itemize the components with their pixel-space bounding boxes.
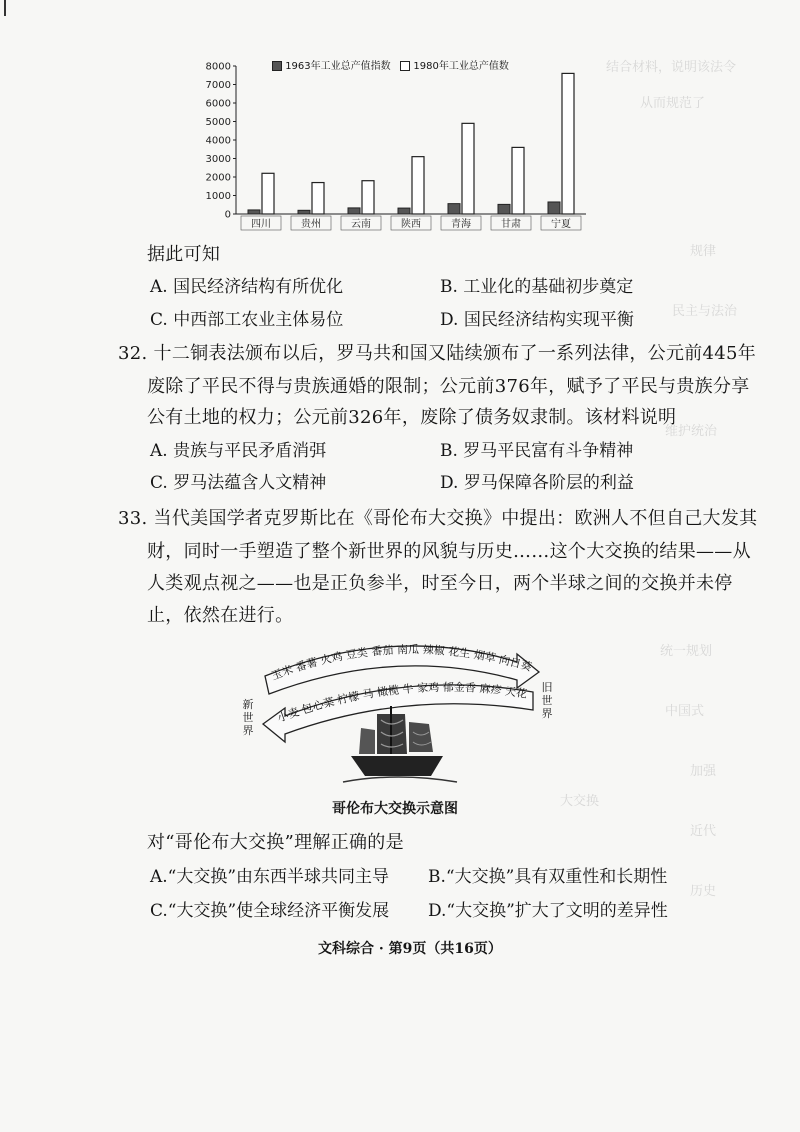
q31-stem-tail: 据此可知: [147, 244, 221, 265]
q32-option-a[interactable]: A. 贵族与平民矛盾消弭: [150, 441, 327, 461]
bleed-text: 加强: [690, 764, 717, 779]
q33-stem-line: 33. 当代美国学者克罗斯比在《哥伦布大交换》中提出：欧洲人不但自己大发其: [118, 508, 758, 529]
bar-1980: [362, 181, 374, 214]
bar-1980: [262, 173, 274, 214]
legend-label-1963: 1963年工业总产值指数: [285, 61, 391, 72]
q31-option-c[interactable]: C. 中西部工农业主体易位: [150, 310, 344, 330]
q32-option-c[interactable]: C. 罗马法蕴含人文精神: [150, 473, 327, 493]
y-tick-label: 4000: [205, 135, 231, 147]
q33-stem-tail: 对“哥伦布大交换”理解正确的是: [147, 832, 404, 853]
bar-1980: [512, 147, 524, 214]
columbian-exchange-diagram: [255, 636, 545, 791]
y-tick-label: 8000: [205, 61, 231, 73]
lower-band-text: 小麦 包心菜 柠檬 马 橄榄 牛 家鸡 郁金香 麻疹 天花: [275, 680, 529, 725]
binder-mark: [4, 0, 6, 16]
q31-option-b[interactable]: B. 工业化的基础初步奠定: [440, 277, 634, 297]
y-tick-label: 2000: [205, 172, 231, 184]
q33-stem-line: 财，同时一手塑造了整个新世界的风貌与历史……这个大交换的结果——从: [147, 541, 751, 562]
bleed-text: 历史: [690, 884, 717, 899]
q32-stem-line: 公有土地的权力；公元前326年，废除了债务奴隶制。该材料说明: [147, 407, 677, 428]
y-tick-label: 1000: [205, 191, 231, 202]
y-tick-label: 5000: [205, 117, 231, 128]
figure-caption: 哥伦布大交换示意图: [332, 801, 458, 817]
upper-band-text: 玉米 番薯 火鸡 豆类 番茄 南瓜 辣椒 花生 烟草 向日葵: [269, 643, 534, 683]
bleed-text: 规律: [690, 244, 717, 259]
y-tick-label: 3000: [205, 154, 231, 165]
q33-option-d[interactable]: D.“大交换”扩大了文明的差异性: [428, 901, 668, 921]
q33-option-a[interactable]: A.“大交换”由东西半球共同主导: [150, 867, 390, 887]
bleed-text: 从而规范了: [640, 96, 706, 111]
bleed-text: 民主与法治: [672, 304, 738, 319]
new-world-label: 新世界: [242, 698, 254, 737]
y-tick-label: 0: [224, 209, 231, 221]
q32-stem-line: 32. 十二铜表法颁布以后，罗马共和国又陆续颁布了一系列法律，公元前445年: [118, 343, 757, 364]
bar-1963: [248, 210, 260, 214]
q33-option-b[interactable]: B.“大交换”具有双重性和长期性: [428, 867, 668, 887]
bar-1963: [398, 208, 410, 214]
q32-option-d[interactable]: D. 罗马保障各阶层的利益: [440, 473, 634, 493]
q33-option-c[interactable]: C.“大交换”使全球经济平衡发展: [150, 901, 390, 921]
category-label: 云南: [351, 219, 371, 230]
q33-stem-line: 人类观点视之——也是正负参半，时至今日，两个半球之间的交换并未停: [147, 573, 733, 594]
bleed-text: 维护统治: [665, 424, 718, 439]
bleed-text: 结合材料，说明该法令: [606, 60, 737, 75]
q31-option-d[interactable]: D. 国民经济结构实现平衡: [440, 310, 634, 330]
bar-1963: [348, 208, 360, 214]
page-footer: 文科综合 · 第9页（共16页）: [318, 941, 502, 957]
category-label: 宁夏: [551, 219, 571, 230]
category-label: 四川: [251, 219, 271, 230]
legend-label-1980: 1980年工业总产值数: [413, 61, 509, 72]
bar-1980: [462, 123, 474, 214]
bar-1963: [298, 210, 310, 214]
bar-1963: [498, 204, 510, 214]
y-tick-label: 6000: [205, 98, 231, 110]
bleed-text: 统一规划: [660, 644, 713, 659]
bleed-text: 近代: [690, 824, 717, 839]
ship-icon: [343, 706, 457, 782]
category-label: 陕西: [401, 219, 421, 230]
bleed-text: 大交换: [560, 794, 600, 809]
industrial-output-bar-chart: [196, 60, 596, 240]
bar-1980: [562, 73, 574, 214]
bar-1963: [448, 204, 460, 214]
category-label: 甘肃: [501, 219, 521, 230]
bar-1980: [412, 157, 424, 214]
bleed-text: 中国式: [665, 704, 705, 719]
bar-1963: [548, 202, 560, 214]
category-label: 贵州: [301, 219, 321, 230]
bar-1980: [312, 183, 324, 214]
q31-option-a[interactable]: A. 国民经济结构有所优化: [150, 277, 344, 297]
q32-stem-line: 废除了平民不得与贵族通婚的限制；公元前376年，赋予了平民与贵族分享: [147, 376, 750, 397]
q32-option-b[interactable]: B. 罗马平民富有斗争精神: [440, 441, 634, 461]
y-tick-label: 7000: [205, 80, 231, 91]
q33-stem-line: 止，依然在进行。: [147, 605, 294, 626]
old-world-label: 旧世界: [541, 681, 553, 720]
category-label: 青海: [451, 219, 471, 230]
